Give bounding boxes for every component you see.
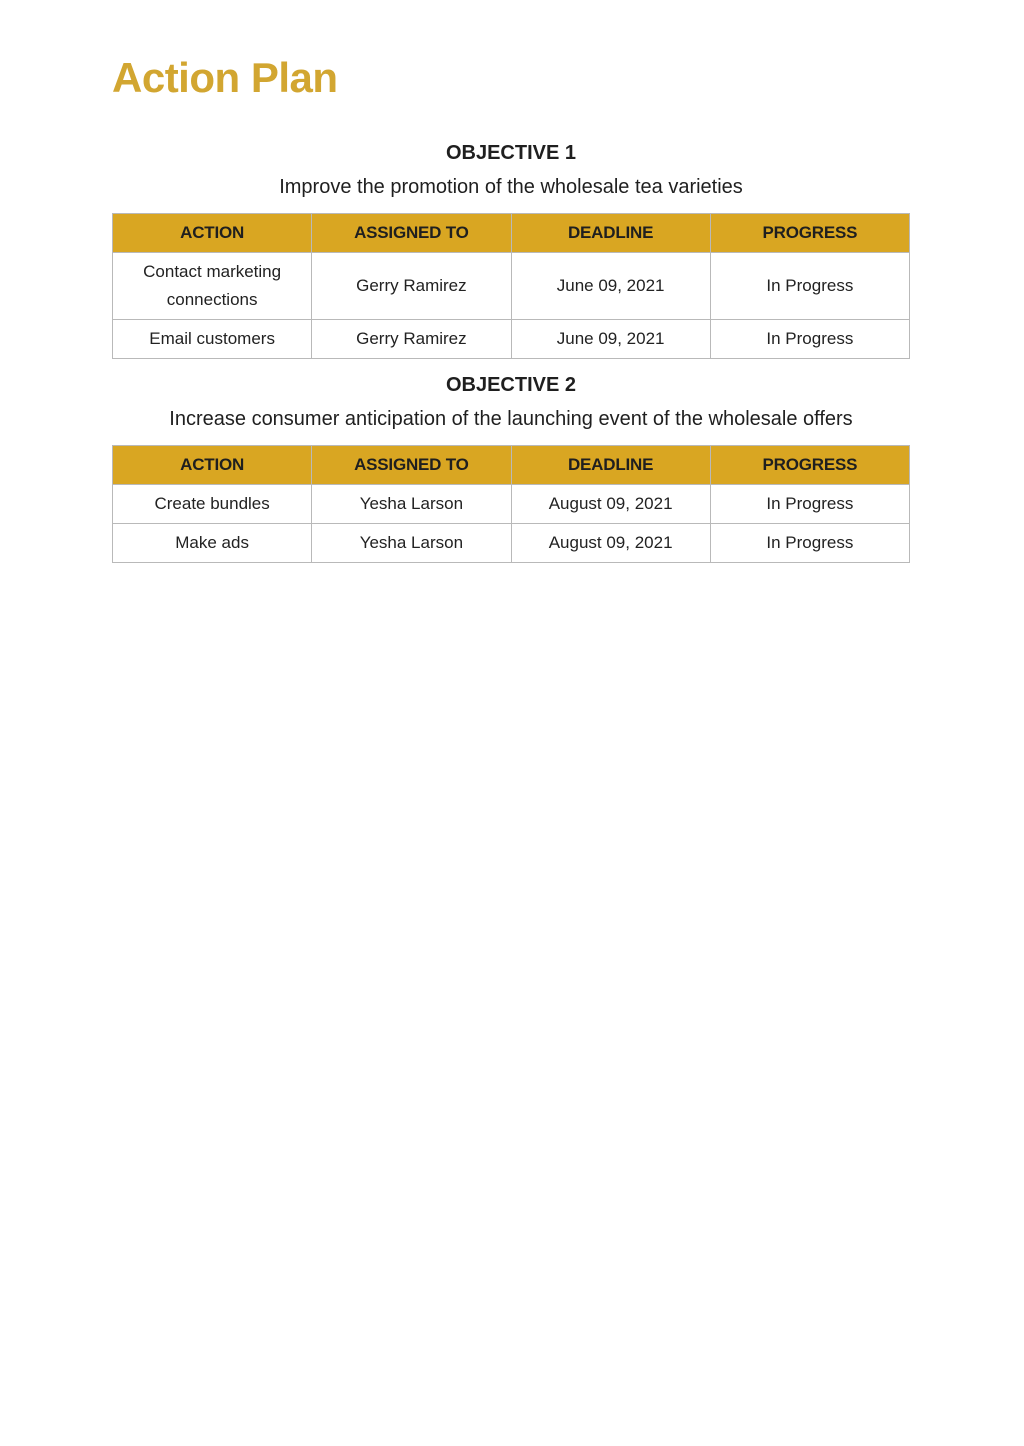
cell-action: Create bundles [113,485,312,524]
objective-1-section [112,141,910,359]
table-row [113,485,910,524]
table-row [113,524,910,563]
cell-deadline: August 09, 2021 [511,485,710,524]
cell-progress: In Progress [710,485,909,524]
cell-assigned-to: Yesha Larson [312,485,511,524]
objective-1-table [112,213,910,359]
column-header-assigned-to: ASSIGNED TO [312,214,511,253]
objective-2-description: Increase consumer anticipation of the launching event of the wholesale offers [169,408,853,430]
column-header-deadline: DEADLINE [511,446,710,485]
cell-deadline: June 09, 2021 [511,320,710,359]
cell-progress: In Progress [710,253,909,320]
table-header-row [113,214,910,253]
objective-2-heading: OBJECTIVE 2 [445,374,577,396]
cell-action: Email customers [113,320,312,359]
table-row [113,320,910,359]
column-header-action: ACTION [113,446,312,485]
objective-1-description: Improve the promotion of the wholesale tea varieties [279,176,743,198]
column-header-progress: PROGRESS [710,446,909,485]
table-header-row [113,446,910,485]
cell-progress: In Progress [710,320,909,359]
cell-assigned-to: Gerry Ramirez [312,253,511,320]
objective-1-heading: OBJECTIVE 1 [445,142,577,164]
cell-assigned-to: Yesha Larson [312,524,511,563]
cell-deadline: August 09, 2021 [511,524,710,563]
column-header-assigned-to: ASSIGNED TO [312,446,511,485]
objective-2-table [112,445,910,563]
table-row [113,253,910,320]
cell-assigned-to: Gerry Ramirez [312,320,511,359]
objective-2-section [112,373,910,563]
cell-progress: In Progress [710,524,909,563]
cell-action: Make ads [113,524,312,563]
cell-deadline: June 09, 2021 [511,253,710,320]
column-header-deadline: DEADLINE [511,214,710,253]
column-header-action: ACTION [113,214,312,253]
column-header-progress: PROGRESS [710,214,909,253]
page-title: Action Plan [112,54,338,101]
cell-action: Contact marketing connections [113,253,312,320]
